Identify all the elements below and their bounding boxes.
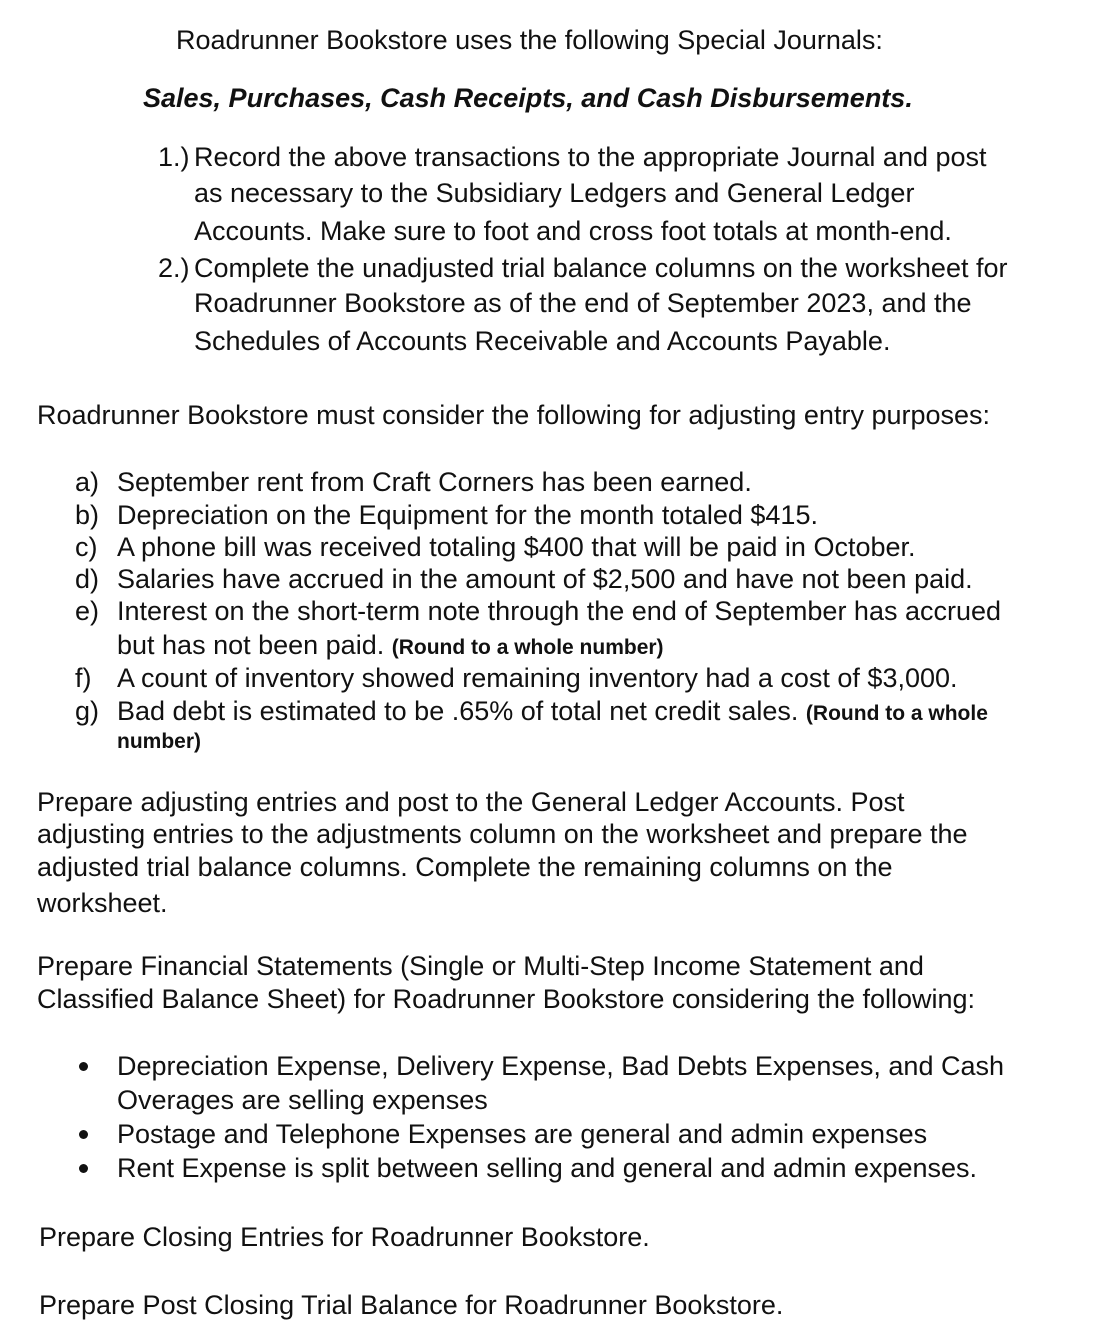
task-line: Accounts. Make sure to foot and cross foot totals at month-end. [194, 216, 952, 246]
task-line: as necessary to the Subsidiary Ledgers and General Ledger [194, 178, 915, 208]
adjustment-letter: b) [75, 500, 100, 530]
closing-text: Prepare Closing Entries for Roadrunner Bookstore. [39, 1222, 650, 1252]
adjustment-text: A count of inventory showed remaining inventory had a cost of $3,000. [117, 663, 958, 693]
rounding-note: (Round to a whole number) [391, 636, 664, 659]
task-line: Schedules of Accounts Receivable and Accounts Payable. [194, 326, 891, 356]
adjustment-text: Salaries have accrued in the amount of $2,500 and have not been paid. [117, 564, 973, 594]
task-line: Record the above transactions to the appropriate Journal and post [194, 142, 987, 172]
task-line: Complete the unadjusted trial balance columns on the worksheet for [194, 253, 1008, 283]
rounding-note: number) [117, 730, 201, 753]
adjustment-letter: g) [75, 696, 100, 726]
adjustment-text: Bad debt is estimated to be .65% of total net credit sales. [117, 696, 799, 726]
rounding-note: (Round to a whole [805, 702, 988, 725]
adjustment-text-cont [117, 629, 664, 664]
adjustment-letter: a) [75, 467, 100, 497]
intro-line: Roadrunner Bookstore uses the following Special Journals: [176, 25, 883, 55]
adjustment-text: Interest on the short-term note through the end of September has accrued [117, 596, 1002, 626]
paragraph-line: adjusted trial balance columns. Complete the remaining columns on the [37, 852, 893, 882]
bullet-icon [79, 1130, 88, 1139]
adjustment-letter: f) [75, 663, 92, 693]
task-line: Roadrunner Bookstore as of the end of September 2023, and the [194, 288, 972, 318]
bullet-text: Postage and Telephone Expenses are general and admin expenses [117, 1119, 928, 1149]
bullet-icon [79, 1164, 88, 1173]
paragraph-line: worksheet. [37, 888, 168, 918]
paragraph-line: Prepare adjusting entries and post to the General Ledger Accounts. Post [37, 787, 905, 817]
journals-heading: Sales, Purchases, Cash Receipts, and Cash Disbursements. [143, 83, 913, 113]
adjustment-letter: c) [75, 532, 98, 562]
adjustment-letter: e) [75, 596, 100, 626]
adjustment-text: A phone bill was received totaling $400 that will be paid in October. [117, 532, 916, 562]
adjustment-text-line [117, 695, 988, 730]
bullet-icon [79, 1062, 88, 1071]
task-number: 2.) [158, 253, 190, 283]
post-closing-text: Prepare Post Closing Trial Balance for Roadrunner Bookstore. [39, 1290, 784, 1320]
adjusting-heading: Roadrunner Bookstore must consider the following for adjusting entry purposes: [37, 400, 991, 430]
paragraph-line: Classified Balance Sheet) for Roadrunner Bookstore considering the following: [37, 984, 976, 1014]
adjustment-text: September rent from Craft Corners has been earned. [117, 467, 752, 497]
bullet-text: Overages are selling expenses [117, 1085, 488, 1115]
paragraph-line: adjusting entries to the adjustments column on the worksheet and prepare the [37, 819, 968, 849]
paragraph-line: Prepare Financial Statements (Single or Multi-Step Income Statement and [37, 951, 924, 981]
bullet-text: Rent Expense is split between selling and general and admin expenses. [117, 1153, 978, 1183]
adjustment-text: Depreciation on the Equipment for the month totaled $415. [117, 500, 818, 530]
bullet-text: Depreciation Expense, Delivery Expense, Bad Debts Expenses, and Cash [117, 1051, 1004, 1081]
adjustment-text: but has not been paid. [117, 630, 385, 660]
adjustment-letter: d) [75, 564, 100, 594]
task-number: 1.) [158, 142, 190, 172]
